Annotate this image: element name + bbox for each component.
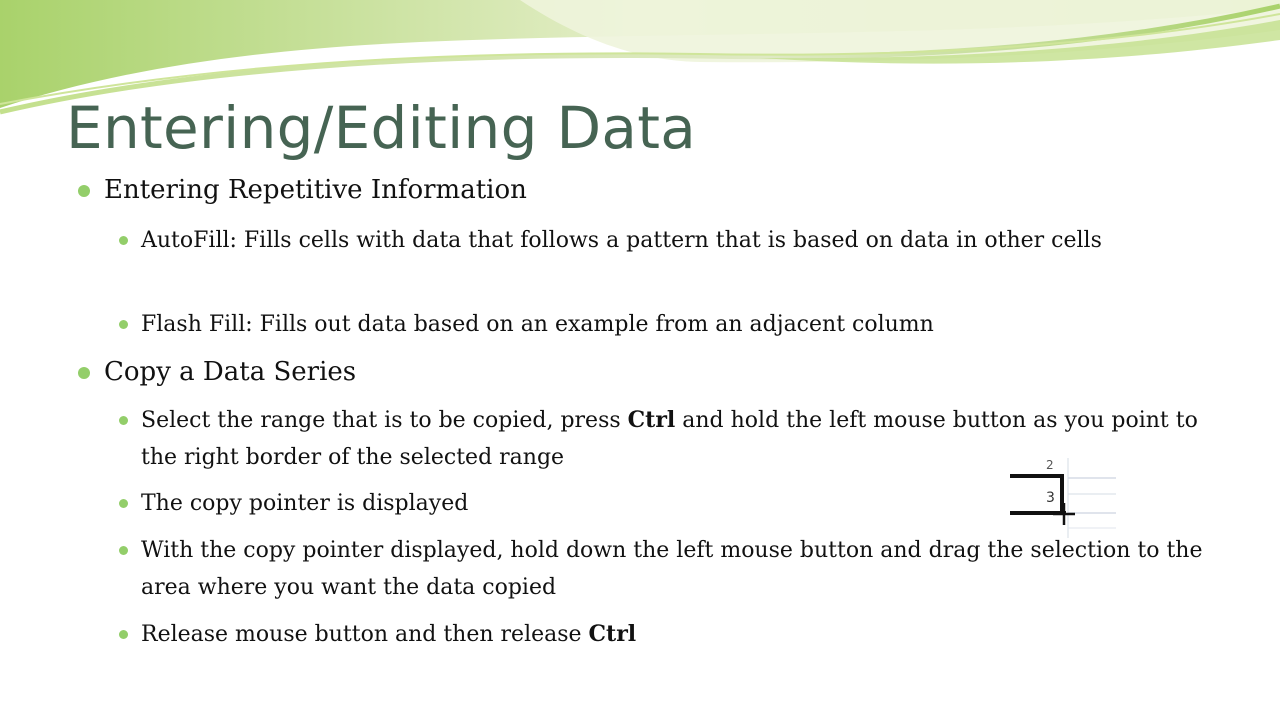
bullet-dot-icon: [78, 367, 90, 379]
bullet-text: Flash Fill: Fills out data based on an example from an adjacent column: [141, 312, 934, 337]
bullet-dot-icon: [119, 416, 128, 425]
bullet-text: Release mouse button and then release: [141, 622, 589, 647]
slide-title: Entering/Editing Data: [66, 94, 697, 162]
bullet-text: With the copy pointer displayed, hold down the left mouse button and drag the selection to the area where you want the data copied: [141, 538, 1203, 600]
row-label-3: 3: [1046, 490, 1055, 506]
ctrl-key-label: Ctrl: [627, 407, 676, 433]
bullet-autofill: [141, 222, 1211, 259]
ctrl-key-label: Ctrl: [588, 621, 637, 647]
bullet-dot-icon: [78, 185, 90, 197]
bullet-text: and hold the left mouse button as you point to the right border of the selected range: [141, 408, 1198, 470]
bullet-dot-icon: [119, 546, 128, 555]
heading-text: Entering Repetitive Information: [104, 175, 527, 205]
row-label-2: 2: [1046, 458, 1054, 472]
bullet-text: AutoFill: Fills cells with data that follows a pattern that is based on data in other cells: [141, 228, 1102, 253]
bullet-dot-icon: [119, 320, 128, 329]
section-heading-repetitive: [104, 173, 527, 207]
bullet-release: [141, 616, 1211, 653]
bullet-dot-icon: [119, 630, 128, 639]
bullet-drag-selection: [141, 532, 1211, 606]
bullet-dot-icon: [119, 236, 128, 245]
bullet-text: Select the range that is to be copied, press: [141, 408, 628, 433]
copy-pointer-icon: [1004, 458, 1116, 538]
bullet-dot-icon: [119, 499, 128, 508]
heading-text: Copy a Data Series: [104, 357, 357, 387]
section-heading-copy-series: [104, 355, 356, 389]
bullet-text: The copy pointer is displayed: [141, 491, 469, 516]
bullet-flash-fill: [141, 306, 1211, 343]
